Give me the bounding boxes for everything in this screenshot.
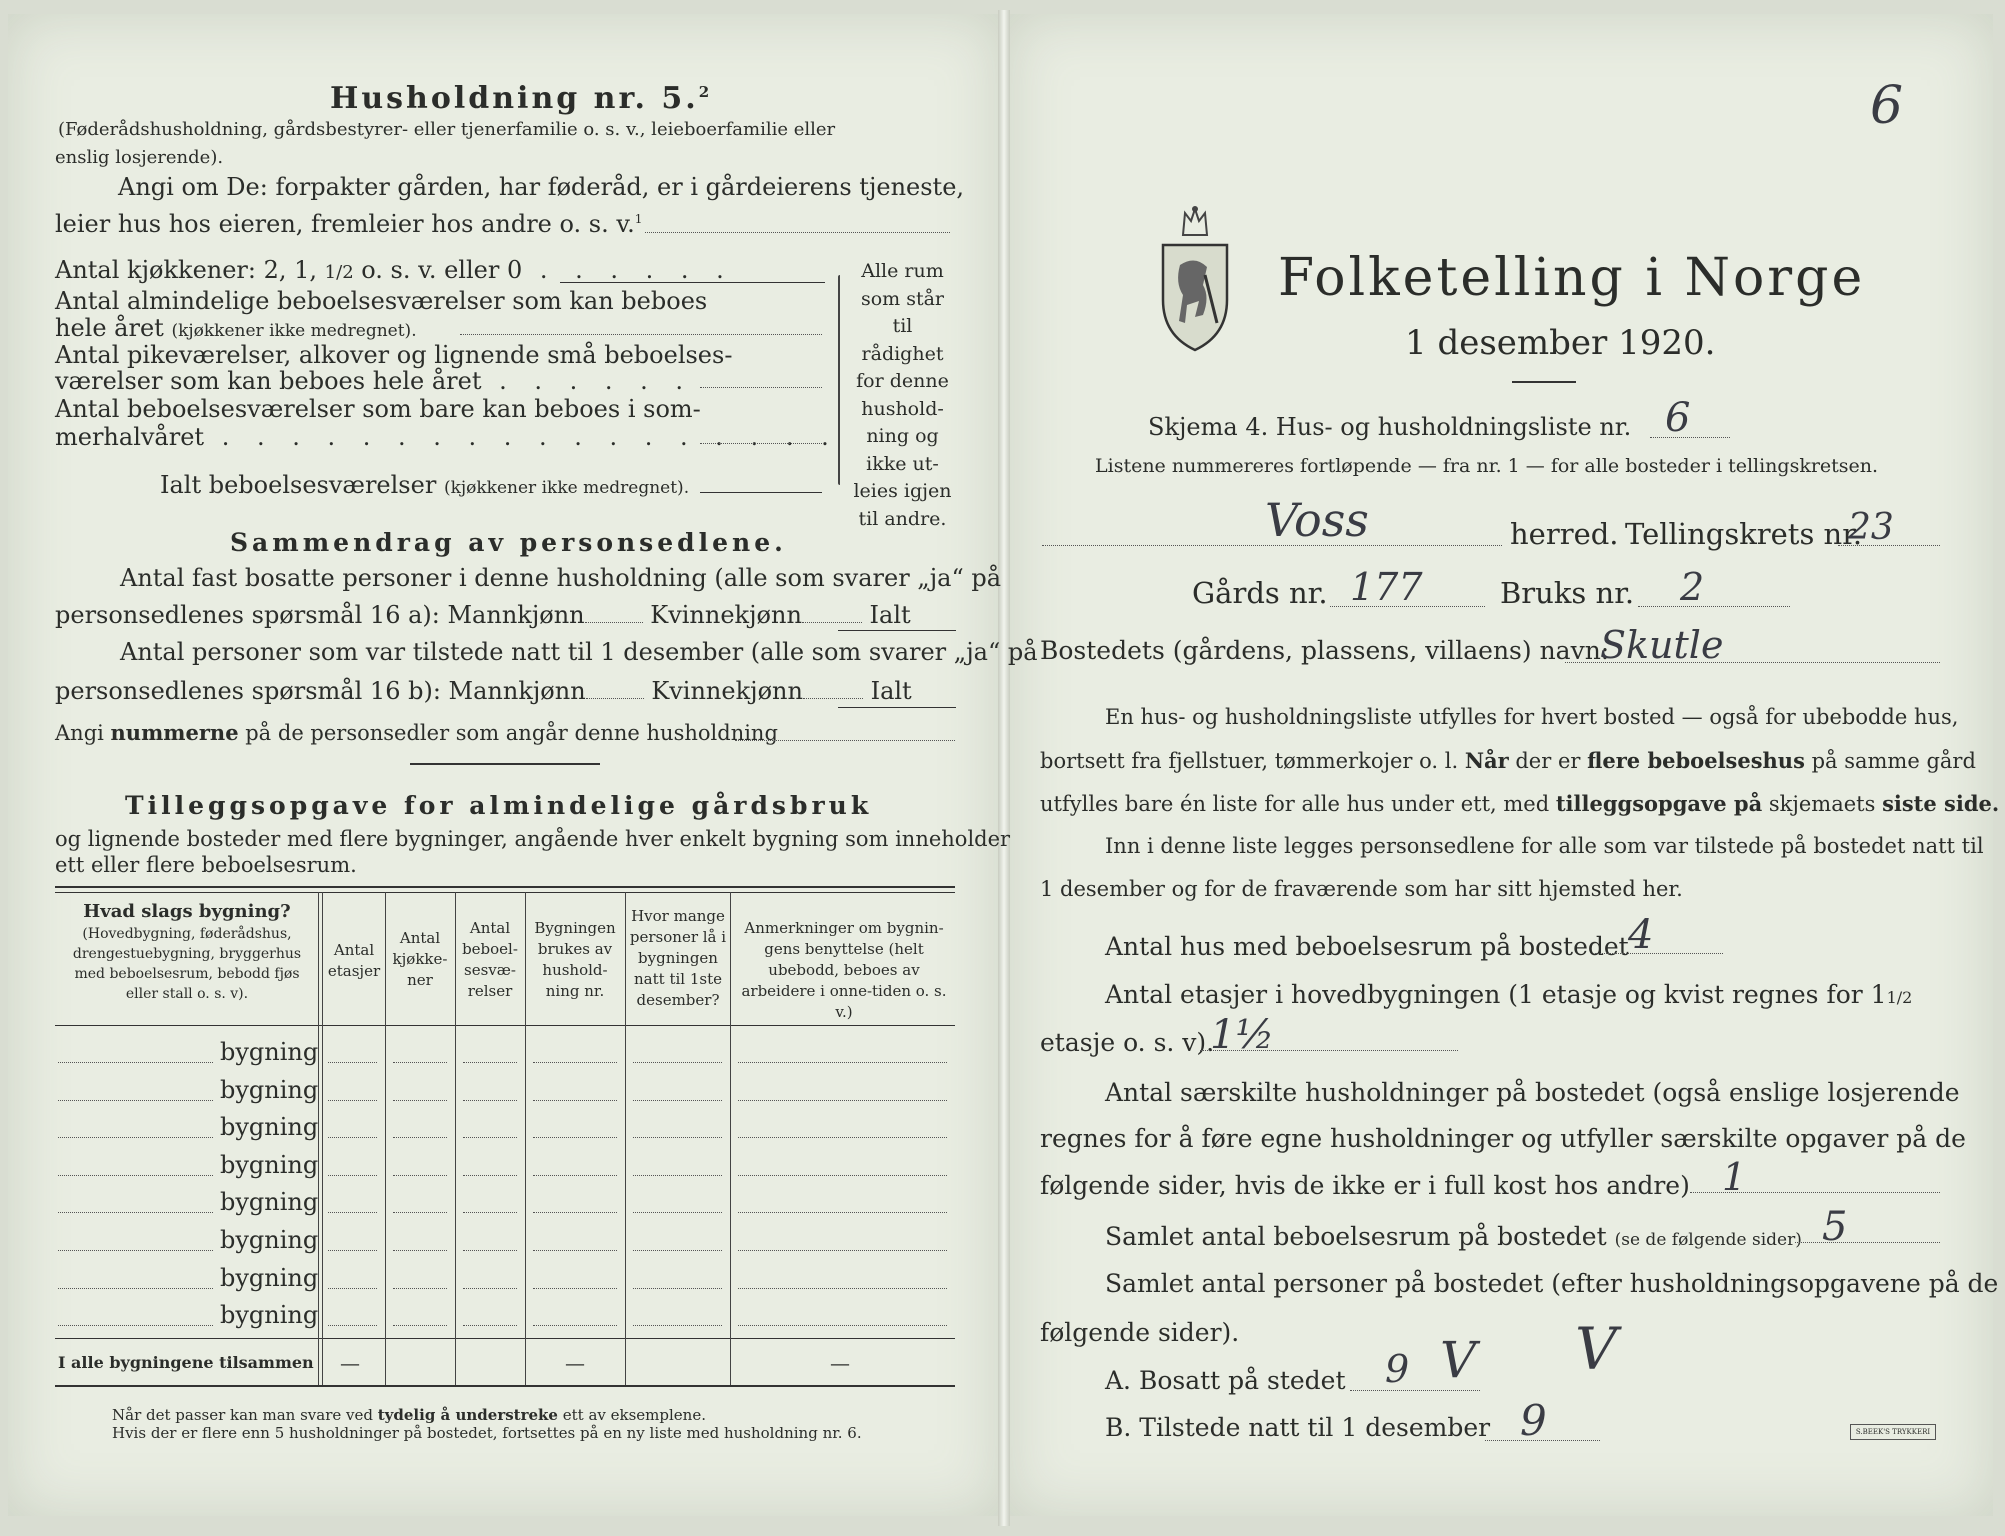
etasjer-fill-line [1200, 1050, 1458, 1051]
bosted-label: Bostedets (gårdens, plassens, villaens) navn: [1040, 636, 1610, 665]
alm-line-1: Antal almindelige beboelsesværelser som kan beboes [55, 287, 708, 315]
hush-line-2: regnes for å føre egne husholdninger og utfyller særskilte opgaver på de [1040, 1124, 1966, 1153]
col-header-husholdning: Bygningen brukes av hushold-ning nr. [534, 919, 616, 1000]
building-cell-field[interactable] [393, 1325, 447, 1326]
building-cell-field[interactable] [633, 1062, 722, 1063]
building-row-label: bygning [220, 1113, 319, 1142]
hush-line-3: følgende sider, hvis de ikke er i full kost hos andre) [1040, 1171, 1690, 1200]
divider-short [410, 763, 600, 765]
col-header-personer: Hvor mange personer lå i bygningen natt til 1ste desember? [629, 907, 727, 1009]
building-cell-field[interactable] [463, 1212, 517, 1213]
building-row-label: bygning [220, 1038, 319, 1066]
building-cell-field[interactable] [633, 1288, 722, 1289]
building-cell-field[interactable] [328, 1175, 377, 1176]
bruks-label: Bruks nr. [1500, 576, 1635, 610]
building-type-field[interactable] [58, 1062, 213, 1063]
building-type-field[interactable] [58, 1325, 213, 1326]
total-etasjer-dash: — [340, 1351, 360, 1375]
building-cell-field[interactable] [328, 1137, 377, 1138]
herred-label: herred. [1510, 517, 1619, 551]
tilst-line-2: personsedlenes spørsmål 16 b): Mannkjønn Kvinnekjønn Ialt [55, 677, 912, 705]
tellingskrets-fill-line [1838, 545, 1940, 546]
samlet-pers-line-1: Samlet antal personer på bostedet (efter husholdningsopgavene på de [1105, 1269, 1999, 1298]
skjema-line: Skjema 4. Hus- og husholdningsliste nr. [1148, 413, 1632, 441]
tilstede-label: B. Tilstede natt til 1 desember [1105, 1413, 1491, 1442]
household-title: Husholdning nr. 5.$^2$ [330, 81, 713, 116]
col-header-kjokkener: Antal kjøkke-ner [392, 929, 448, 989]
fast-line-2: personsedlenes spørsmål 16 a): Mannkjønn Kvinnekjønn Ialt [55, 601, 911, 629]
footnote-2: Hvis der er flere enn 5 husholdninger på bostedet, fortsettes på en ny liste med husholdning nr. 6. [112, 1424, 862, 1442]
title-divider [1512, 381, 1576, 383]
alm-fill-line[interactable] [460, 334, 822, 335]
building-row-label: bygning [220, 1075, 319, 1104]
fast-ialt-line[interactable] [838, 630, 956, 631]
tilst-line-1: Antal personer som var tilstede natt til 1 desember (alle som svarer „ja“ på [120, 638, 1038, 666]
ialt-fill-line[interactable] [700, 492, 822, 493]
building-cell-field[interactable] [393, 1288, 447, 1289]
col-header-building: Hvad slags bygning? (Hovedbygning, føderådshus, drengestuebygning, bryggerhus med beboelsesrum, bebodd fjøs eller stall o. s. v). [72, 901, 302, 1002]
tilstede-value[interactable]: 9 [1520, 1396, 1547, 1445]
building-cell-field[interactable] [738, 1212, 947, 1213]
samlet-rum-fill-line [1795, 1242, 1940, 1243]
building-cell-field[interactable] [328, 1212, 377, 1213]
building-cell-field[interactable] [463, 1250, 517, 1251]
etasjer-value[interactable]: 1½ [1210, 1012, 1275, 1058]
pike-fill-line[interactable] [700, 387, 822, 388]
building-type-field[interactable] [58, 1288, 213, 1289]
bruks-value[interactable]: 2 [1680, 565, 1705, 609]
para2-line-a: Inn i denne liste legges personsedlene for alle som var tilstede på bostedet natt til [1105, 834, 1984, 858]
para1-line-c: utfylles bare én liste for alle hus under ett, med tilleggsopgave på skjemaets siste side. [1040, 791, 2000, 816]
bosatt-value[interactable]: 9 [1385, 1347, 1410, 1391]
hus-value[interactable]: 4 [1628, 912, 1654, 958]
building-type-field[interactable] [58, 1100, 213, 1101]
tillegg-line-1: og lignende bosteder med flere bygninger, angående hver enkelt bygning som inneholder [55, 827, 1011, 851]
household-subtitle: (Føderådshusholdning, gårdsbestyrer- eller tjenerfamilie o. s. v., leieboerfamilie eller [58, 119, 836, 140]
samlet-rum-label: Samlet antal beboelsesrum på bostedet (se de følgende sider) [1105, 1222, 1802, 1251]
etasjer-line-2: etasje o. s. v). [1040, 1028, 1215, 1057]
building-cell-field[interactable] [738, 1137, 947, 1138]
listene-line: Listene nummereres fortløpende — fra nr. 1 — for alle bosteder i tellingskretsen. [1095, 455, 1879, 477]
building-cell-field[interactable] [328, 1100, 377, 1101]
skjema-value[interactable]: 6 [1665, 395, 1691, 441]
pike-line-2: værelser som kan beboes hele året . . . . . . [55, 367, 694, 395]
building-cell-field[interactable] [633, 1250, 722, 1251]
samlet-pers-line-2: følgende sider). [1040, 1318, 1240, 1347]
bosatt-fill-line [1350, 1390, 1480, 1391]
building-type-field[interactable] [58, 1175, 213, 1176]
tellingskrets-value[interactable]: 23 [1848, 507, 1894, 548]
building-cell-field[interactable] [738, 1250, 947, 1251]
building-cell-field[interactable] [463, 1137, 517, 1138]
gards-fill-line [1330, 606, 1485, 607]
building-cell-field[interactable] [393, 1137, 447, 1138]
nummerne-fill-line[interactable] [735, 740, 955, 741]
building-cell-field[interactable] [533, 1250, 617, 1251]
building-cell-field[interactable] [393, 1175, 447, 1176]
etasjer-line-1: Antal etasjer i hovedbygningen (1 etasje og kvist regnes for 11/2 [1105, 980, 1913, 1009]
printer-stamp: S.BEEK'S TRYKKERI [1850, 1424, 1936, 1440]
para1-line-b: bortsett fra fjellstuer, tømmerkojer o. l. Når der er flere beboelseshus på samme gård [1040, 748, 1976, 773]
som-line-1: Antal beboelsesværelser som bare kan beboes i som- [55, 395, 701, 423]
skjema-fill-line [1650, 437, 1730, 438]
samlet-rum-value[interactable]: 5 [1822, 1204, 1848, 1250]
building-cell-field[interactable] [393, 1100, 447, 1101]
coat-of-arms-icon [1155, 205, 1235, 355]
pike-line-1: Antal pikeværelser, alkover og lignende små beboelses- [55, 341, 733, 369]
fast-line-1: Antal fast bosatte personer i denne husholdning (alle som svarer „ja“ på [120, 564, 1002, 592]
bosatt-check-mark: V [1440, 1331, 1477, 1389]
building-cell-field[interactable] [328, 1250, 377, 1251]
angi-line-1: Angi om De: forpakter gården, har føderåd, er i gårdeierens tjeneste, [118, 173, 965, 201]
building-cell-field[interactable] [393, 1250, 447, 1251]
building-cell-field[interactable] [533, 1212, 617, 1213]
bruks-fill-line [1638, 606, 1790, 607]
tillegg-title: Tilleggsopgave for almindelige gårdsbruk [125, 791, 873, 820]
building-cell-field[interactable] [533, 1288, 617, 1289]
hus-label: Antal hus med beboelsesrum på bostedet [1105, 932, 1629, 961]
tilstede-fill-line [1485, 1440, 1600, 1441]
tellingskrets-label: Tellingskrets nr. [1625, 517, 1863, 551]
hus-fill-line [1595, 953, 1723, 954]
building-cell-field[interactable] [463, 1175, 517, 1176]
tilst-ialt-line[interactable] [838, 707, 956, 708]
hush-line-1: Antal særskilte husholdninger på bostedet (også enslige losjerende [1105, 1078, 1960, 1107]
kjokkener-line: Antal kjøkkener: 2, 1, 1/2 o. s. v. eller 0 . . . . . . [55, 256, 734, 284]
bosted-value[interactable]: Skutle [1600, 623, 1724, 667]
building-cell-field[interactable] [328, 1325, 377, 1326]
kjokkener-fill-line[interactable] [560, 282, 825, 283]
building-cell-field[interactable] [738, 1288, 947, 1289]
tillegg-line-2: ett eller flere beboelsesrum. [55, 853, 357, 877]
building-cell-field[interactable] [463, 1100, 517, 1101]
building-cell-field[interactable] [633, 1100, 722, 1101]
building-cell-field[interactable] [393, 1062, 447, 1063]
sammendrag-title: Sammendrag av personsedlene. [230, 528, 787, 557]
total-anmerkninger-dash: — [830, 1351, 850, 1375]
building-row-label: bygning [220, 1188, 319, 1217]
angi-fill-line[interactable] [645, 232, 950, 233]
tilstede-check-mark: V [1575, 1315, 1617, 1383]
hush-fill-line [1690, 1192, 1940, 1193]
household-subtitle-2: enslig losjerende). [55, 147, 224, 168]
building-type-field[interactable] [58, 1137, 213, 1138]
census-title: Folketelling i Norge [1278, 248, 1866, 308]
building-cell-field[interactable] [328, 1288, 377, 1289]
brace-note: Alle rum som står til rådighet for denne hushold- ning og ikke ut- leies igjen til andre. [853, 260, 952, 530]
brace [838, 275, 840, 485]
col-header-etasjer: Antal etasjer [327, 941, 381, 980]
bosatt-label: A. Bosatt på stedet [1105, 1366, 1346, 1395]
building-cell-field[interactable] [633, 1137, 722, 1138]
building-type-field[interactable] [58, 1212, 213, 1213]
total-row-label: I alle bygningene tilsammen [58, 1353, 314, 1372]
building-cell-field[interactable] [533, 1137, 617, 1138]
building-type-field[interactable] [58, 1250, 213, 1251]
alm-line-2: hele året (kjøkkener ikke medregnet). [55, 314, 417, 342]
ialt-line: Ialt beboelsesværelser (kjøkkener ikke medregnet). [160, 471, 690, 499]
building-cell-field[interactable] [328, 1062, 377, 1063]
building-cell-field[interactable] [533, 1100, 617, 1101]
som-line-2: merhalvåret . . . . . . . . . . . . . . . . . . [55, 423, 839, 451]
building-cell-field[interactable] [738, 1325, 947, 1326]
building-cell-field[interactable] [738, 1100, 947, 1101]
left-page [8, 14, 1000, 1516]
building-row-label: bygning [220, 1263, 319, 1292]
building-cell-field[interactable] [633, 1175, 722, 1176]
para1-line-a: En hus- og husholdningsliste utfylles for hvert bosted — også for ubebodde hus, [1105, 705, 1959, 729]
som-fill-line[interactable] [700, 443, 822, 444]
building-row-label: bygning [220, 1150, 319, 1179]
total-husholdning-dash: — [565, 1351, 585, 1375]
building-cell-field[interactable] [533, 1325, 617, 1326]
page-number: 6 [1870, 76, 1904, 136]
building-row-label: bygning [220, 1226, 319, 1254]
angi-nummerne: Angi nummerne på de personsedler som angår denne husholdning [55, 720, 778, 745]
para2-line-b: 1 desember og for de fraværende som har sitt hjemsted her. [1040, 877, 1683, 901]
hush-value[interactable]: 1 [1722, 1155, 1747, 1199]
building-cell-field[interactable] [633, 1325, 722, 1326]
gards-value[interactable]: 177 [1350, 565, 1423, 609]
building-cell-field[interactable] [463, 1325, 517, 1326]
angi-line-2: leier hus hos eieren, fremleier hos andre o. s. v.$^1$ [55, 210, 643, 238]
building-cell-field[interactable] [463, 1062, 517, 1063]
herred-fill-line [1042, 545, 1502, 546]
census-date: 1 desember 1920. [1405, 323, 1716, 363]
footnote-1: Når det passer kan man svare ved tydelig å understreke ett av eksemplene. [112, 1406, 706, 1424]
building-cell-field[interactable] [633, 1212, 722, 1213]
building-cell-field[interactable] [533, 1175, 617, 1176]
gards-label: Gårds nr. [1192, 576, 1328, 610]
building-cell-field[interactable] [533, 1062, 617, 1063]
building-cell-field[interactable] [393, 1212, 447, 1213]
col-header-anmerkninger: Anmerkninger om bygnin-gens benyttelse (helt ubebodd, beboes av arbeidere i onne-tiden o. s. v.) [741, 919, 947, 1021]
building-cell-field[interactable] [738, 1062, 947, 1063]
herred-value[interactable]: Voss [1265, 493, 1369, 547]
bosted-fill-line [1565, 662, 1940, 663]
col-header-beboelsesvaerelser: Antal beboel-sesvæ-relser [462, 919, 518, 1000]
page-fold [998, 10, 1010, 1526]
building-row-label: bygning [220, 1301, 319, 1330]
building-cell-field[interactable] [463, 1288, 517, 1289]
building-cell-field[interactable] [738, 1175, 947, 1176]
